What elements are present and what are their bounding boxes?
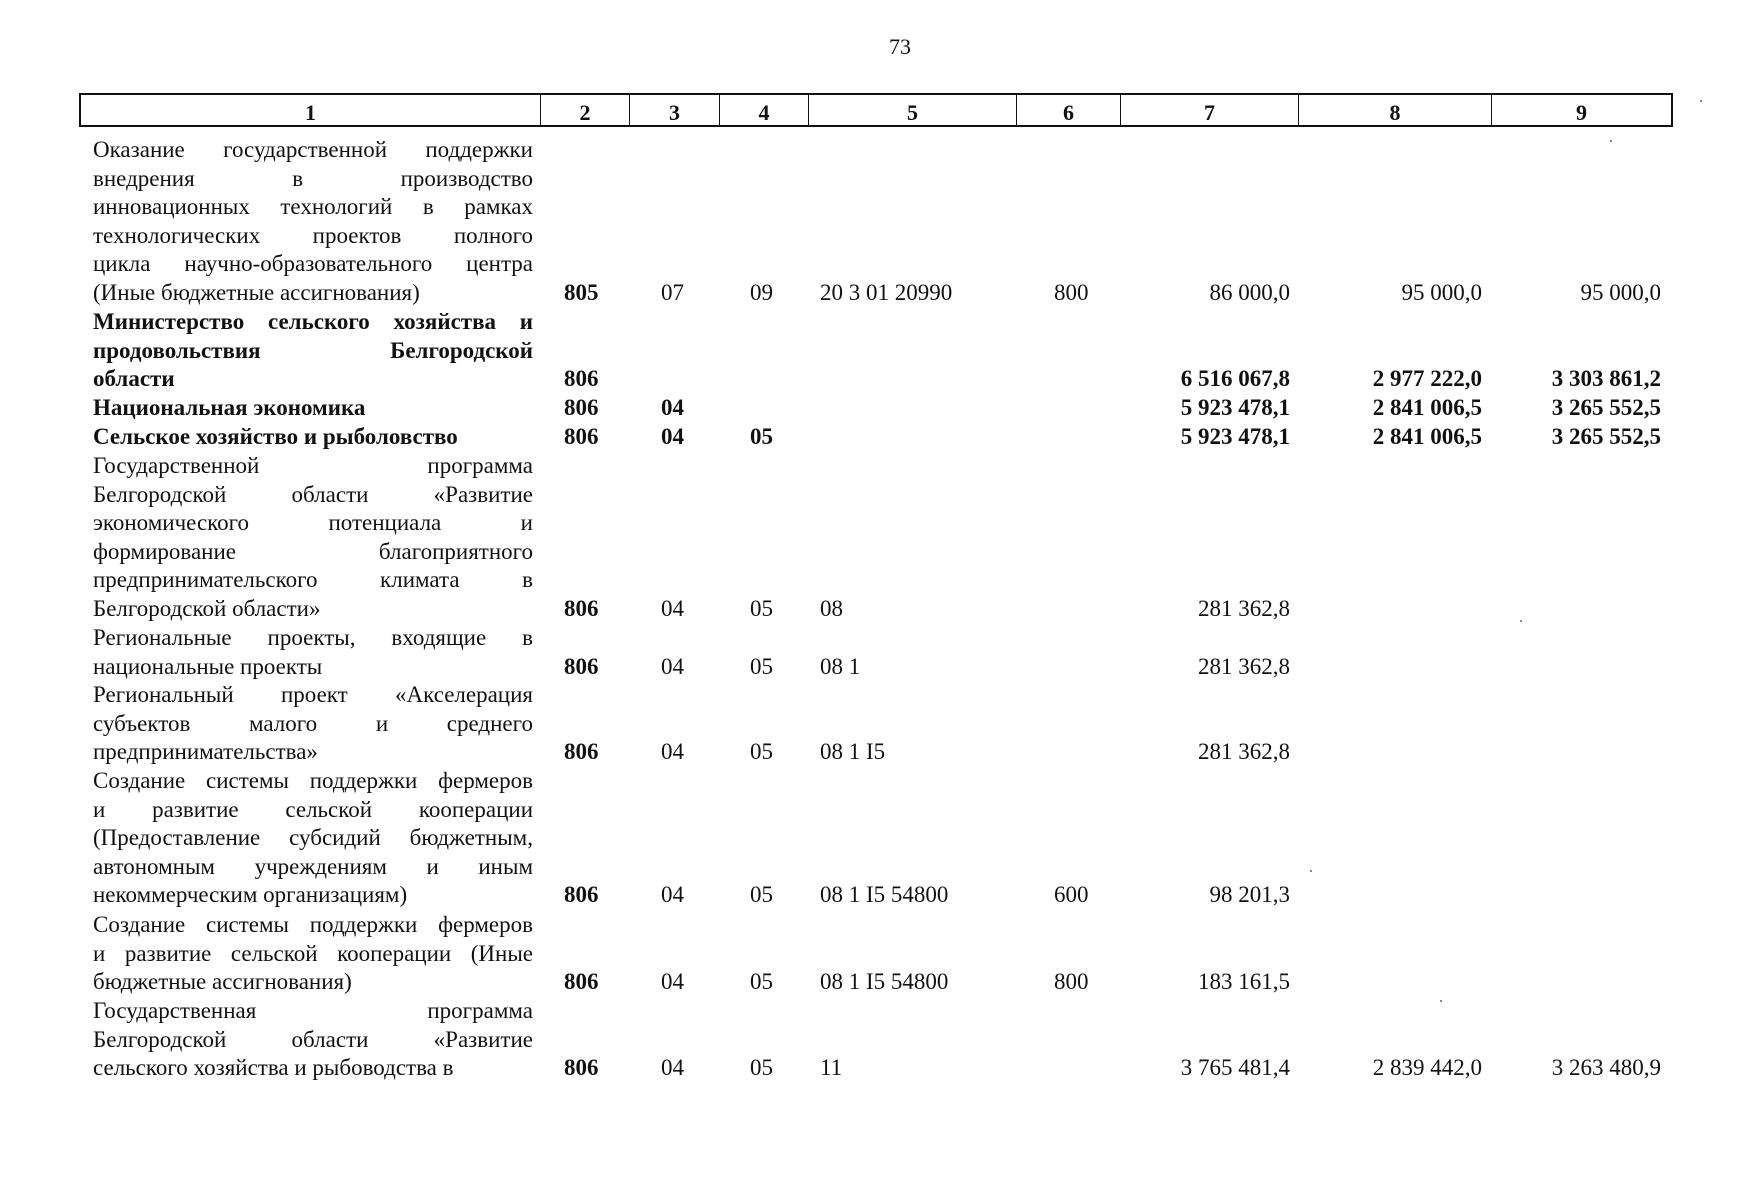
description-line: автономным учреждениям и иным [93,853,533,879]
cell-col-7: 6 516 067,8 [1180,366,1290,392]
cell-col-3: 04 [661,424,684,449]
cell-col-9: 3 263 480,9 [1551,1055,1661,1081]
row-description [93,624,533,681]
description-line: предпринимательского климата в [93,567,533,593]
cell-col-2: 805 [564,280,599,305]
cell-col-8: 2 841 006,5 [1372,395,1482,420]
row-description [93,308,533,394]
description-line: экономического потенциала и [93,510,533,536]
cell-col-4: 05 [750,1055,773,1081]
description-line: технологических проектов полного [93,222,533,248]
description-line: субъектов малого и среднего [93,710,533,736]
scan-speck [1520,620,1522,622]
description-line: и развитие сельской кооперации (Иные [93,940,533,966]
row-description [93,911,533,997]
cell-col-5: 08 1 I5 [820,739,886,765]
description-line: Создание системы поддержки фермеров [93,912,533,937]
cell-col-4: 05 [750,882,773,908]
cell-col-7: 3 765 481,4 [1180,1055,1290,1081]
cell-col-4: 05 [750,596,773,621]
header-cell: 2 [541,95,630,125]
cell-col-3: 04 [661,739,684,765]
cell-col-7: 5 923 478,1 [1180,424,1290,449]
cell-col-7: 86 000,0 [1209,280,1290,305]
cell-col-2: 806 [564,596,599,621]
header-cell: 9 [1576,100,1587,125]
description-line: цикла научно-образовательного центра [93,251,533,277]
description-line: внедрения в производство [93,165,533,191]
description-line: Национальная экономика [93,395,366,420]
cell-col-6: 600 [1054,882,1089,908]
cell-col-7: 281 362,8 [1198,739,1290,765]
description-line: Государственная программа [93,998,533,1023]
description-line: Белгородской области» [93,595,321,621]
description-line: продовольствия Белгородской [93,337,533,363]
row-description [93,997,533,1083]
description-line: бюджетные ассигнования) [93,969,352,995]
row-description [93,452,533,624]
cell-col-3: 04 [661,969,684,995]
description-line: (Иные бюджетные ассигнования) [93,279,420,305]
description-line: Белгородской области «Развитие [93,1026,533,1052]
header-cell: 5 [809,95,1017,125]
cell-col-8: 2 839 442,0 [1372,1055,1482,1081]
cell-col-4: 09 [750,280,773,305]
cell-col-7: 5 923 478,1 [1180,395,1290,420]
row-description [93,681,533,767]
cell-col-3: 04 [661,395,684,420]
description-line: Белгородской области «Развитие [93,481,533,507]
cell-col-3: 04 [661,1055,684,1081]
cell-col-4: 05 [750,653,773,679]
page-number: 73 [889,34,911,59]
cell-col-5: 08 1 [820,653,861,679]
cell-col-2: 806 [564,424,599,449]
cell-col-7: 281 362,8 [1198,653,1290,679]
description-line: Государственной программа [93,453,533,478]
row-description [93,767,533,910]
scan-speck [1310,870,1312,872]
scan-speck [1440,1000,1442,1002]
cell-col-7: 98 201,3 [1209,882,1290,908]
cell-col-5: 20 3 01 20990 [820,280,953,305]
header-cell: 6 [1017,95,1121,125]
cell-col-5: 11 [820,1055,843,1081]
cell-col-2: 806 [564,739,599,765]
header-cell: 3 [630,95,720,125]
cell-col-8: 95 000,0 [1401,280,1482,305]
description-line: Сельское хозяйство и рыболовство [93,424,458,449]
description-line: Региональные проекты, входящие в [93,625,533,650]
cell-col-3: 04 [661,596,684,621]
description-line: некоммерческим организациям) [93,882,408,908]
row-description [93,136,533,308]
cell-col-3: 04 [661,653,684,679]
description-line: формирование благоприятного [93,538,533,564]
cell-col-9: 3 265 552,5 [1551,424,1661,449]
scan-speck [1700,100,1702,102]
cell-col-7: 183 161,5 [1198,969,1290,995]
description-line: Создание системы поддержки фермеров [93,768,533,793]
cell-col-2: 806 [564,1055,599,1081]
cell-col-2: 806 [564,969,599,995]
cell-col-3: 04 [661,882,684,908]
description-line: Региональный проект «Акселерация [93,682,533,707]
scan-speck [1610,140,1612,142]
cell-col-9: 95 000,0 [1580,280,1661,305]
cell-col-2: 806 [564,395,599,420]
table-header [79,93,1673,127]
header-cell: 7 [1121,95,1299,125]
cell-col-4: 05 [750,969,773,995]
description-line: Оказание государственной поддержки [93,137,533,162]
cell-col-2: 806 [564,653,599,679]
header-cell: 4 [720,95,809,125]
description-line: национальные проекты [93,653,323,679]
description-line: и развитие сельской кооперации [93,796,533,822]
cell-col-4: 05 [750,424,773,449]
cell-col-5: 08 1 I5 54800 [820,882,949,908]
description-line: Министерство сельского хозяйства и [93,309,533,334]
header-cell: 1 [81,95,541,125]
cell-col-8: 2 977 222,0 [1372,366,1482,392]
cell-col-5: 08 [820,596,843,621]
cell-col-4: 05 [750,739,773,765]
cell-col-5: 08 1 I5 54800 [820,969,949,995]
description-line: инновационных технологий в рамках [93,194,533,220]
cell-col-6: 800 [1054,280,1089,305]
description-line: предпринимательства» [93,739,318,765]
cell-col-2: 806 [564,366,599,392]
description-line: (Предоставление субсидий бюджетным, [93,825,533,851]
header-cell: 8 [1299,95,1492,125]
row-description [93,423,533,452]
row-description [93,394,533,423]
description-line: области [93,366,175,392]
cell-col-3: 07 [661,280,684,305]
cell-col-6: 800 [1054,969,1089,995]
cell-col-9: 3 303 861,2 [1551,366,1661,392]
cell-col-2: 806 [564,882,599,908]
cell-col-9: 3 265 552,5 [1551,395,1661,420]
cell-col-7: 281 362,8 [1198,596,1290,621]
cell-col-8: 2 841 006,5 [1372,424,1482,449]
description-line: сельского хозяйства и рыбоводства в [93,1055,454,1081]
